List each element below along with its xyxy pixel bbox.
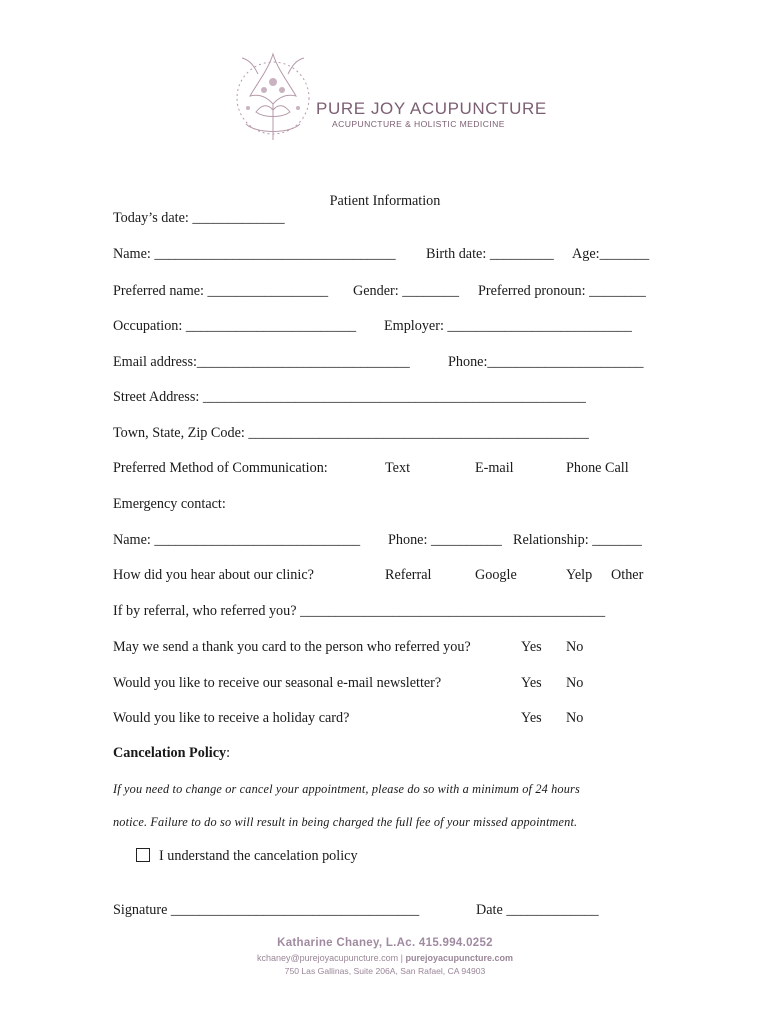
footer-separator: | <box>398 953 406 963</box>
form-title: Patient Information <box>329 193 441 209</box>
communication-option-email[interactable]: E-mail <box>475 460 514 476</box>
hear-option-google[interactable]: Google <box>475 567 517 583</box>
thank-you-card-no[interactable]: No <box>566 639 584 655</box>
referred-by-field[interactable]: If by referral, who referred you? ___________________________________________ <box>113 603 606 619</box>
footer-email[interactable]: kchaney@purejoyacupuncture.com <box>256 953 399 963</box>
brand-name: PURE JOY ACUPUNCTURE <box>316 99 547 118</box>
policy-text-line-2: notice. Failure to do so will result in being charged the full fee of your missed appointment. <box>113 815 578 829</box>
footer-contact <box>0 953 770 963</box>
question-holiday-card: Would you like to receive a holiday card? <box>113 710 350 726</box>
preferred-pronoun-field[interactable]: Preferred pronoun: ________ <box>478 283 646 299</box>
policy-checkbox-label: I understand the cancelation policy <box>159 848 358 864</box>
brand-tagline: ACUPUNCTURE & HOLISTIC MEDICINE <box>332 119 505 129</box>
signature-date-field[interactable]: Date _____________ <box>476 902 599 918</box>
birth-date-field[interactable]: Birth date: _________ <box>426 246 554 262</box>
policy-heading-text: Cancelation Policy <box>113 745 227 761</box>
age-field[interactable]: Age:_______ <box>572 246 650 262</box>
emergency-contact-heading: Emergency contact: <box>113 496 226 512</box>
hear-option-referral[interactable]: Referral <box>385 567 432 583</box>
email-field[interactable]: Email address:______________________________ <box>113 354 410 370</box>
hear-option-other[interactable]: Other <box>611 567 644 583</box>
hear-about-label: How did you hear about our clinic? <box>113 567 314 583</box>
hear-option-yelp[interactable]: Yelp <box>566 567 593 583</box>
policy-text-line-1: If you need to change or cancel your appointment, please do so with a minimum of 24 hours <box>113 782 580 796</box>
emergency-name-field[interactable]: Name: _____________________________ <box>113 532 361 548</box>
holiday-card-no[interactable]: No <box>566 710 584 726</box>
footer-website[interactable]: purejoyacupuncture.com <box>405 953 514 963</box>
footer-name-phone: Katharine Chaney, L.Ac. 415.994.0252 <box>277 937 493 949</box>
policy-checkbox[interactable] <box>136 848 150 862</box>
question-thank-you-card: May we send a thank you card to the person who referred you? <box>113 639 471 655</box>
gender-field[interactable]: Gender: ________ <box>353 283 459 299</box>
street-address-field[interactable]: Street Address: ______________________________________________________ <box>113 389 586 405</box>
signature-field[interactable]: Signature ___________________________________ <box>113 902 420 918</box>
question-newsletter: Would you like to receive our seasonal e-mail newsletter? <box>113 675 442 691</box>
communication-option-text[interactable]: Text <box>385 460 411 476</box>
communication-option-phone-call[interactable]: Phone Call <box>566 460 629 476</box>
todays-date-field[interactable]: Today’s date: _____________ <box>113 210 285 226</box>
employer-field[interactable]: Employer: __________________________ <box>384 318 632 334</box>
name-field[interactable]: Name: __________________________________ <box>113 246 396 262</box>
town-state-zip-field[interactable]: Town, State, Zip Code: ________________________________________________ <box>113 425 589 441</box>
policy-heading <box>113 745 230 762</box>
holiday-card-yes[interactable]: Yes <box>521 710 542 726</box>
newsletter-yes[interactable]: Yes <box>521 675 542 691</box>
emergency-relationship-field[interactable]: Relationship: _______ <box>513 532 642 548</box>
communication-label: Preferred Method of Communication: <box>113 460 328 476</box>
policy-heading-colon: : <box>226 745 231 761</box>
phone-field[interactable]: Phone:______________________ <box>448 354 644 370</box>
lotus-logo-icon <box>228 44 318 148</box>
newsletter-no[interactable]: No <box>566 675 584 691</box>
occupation-field[interactable]: Occupation: ________________________ <box>113 318 357 334</box>
preferred-name-field[interactable]: Preferred name: _________________ <box>113 283 329 299</box>
emergency-phone-field[interactable]: Phone: __________ <box>388 532 502 548</box>
footer-address: 750 Las Gallinas, Suite 206A, San Rafael, CA 94903 <box>284 966 486 976</box>
thank-you-card-yes[interactable]: Yes <box>521 639 542 655</box>
